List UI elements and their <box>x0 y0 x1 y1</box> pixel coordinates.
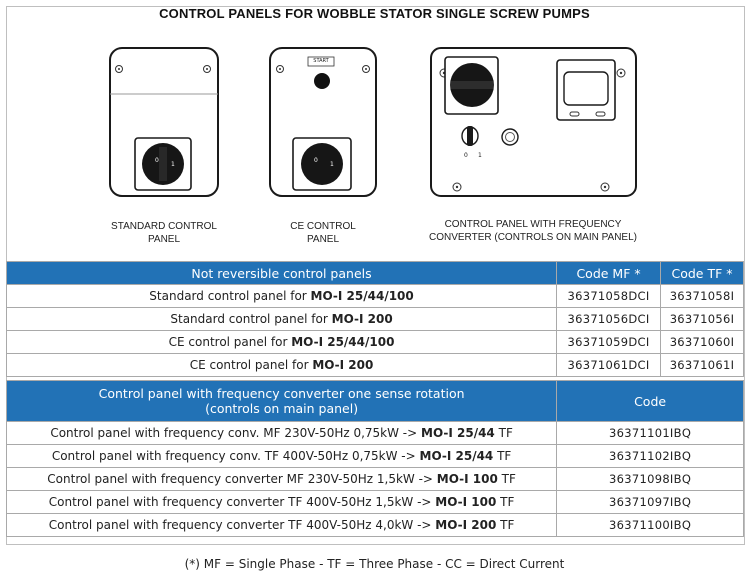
table-header-row <box>7 262 744 285</box>
footnote: (*) MF = Single Phase - TF = Three Phase - CC = Direct Current <box>184 557 565 571</box>
table-row <box>7 331 744 354</box>
frequency-converter-table <box>6 380 744 537</box>
standard-panel-caption: STANDARD CONTROL PANEL <box>111 221 217 245</box>
code-tf: 36371061I <box>661 354 744 377</box>
column-header-code-tf: Code TF * <box>661 262 744 285</box>
row-description: CE control panel for MO-I 200 <box>7 354 557 377</box>
table-row <box>7 445 744 468</box>
frequency-panel-caption: CONTROL PANEL WITH FREQUENCY CONVERTER (CONTROLS ON MAIN PANEL) <box>429 219 637 243</box>
column-header-description: Not reversible control panels <box>7 262 557 285</box>
frequency-panel-drawing <box>430 47 638 199</box>
not-reversible-table <box>6 261 744 377</box>
row-description: Control panel with frequency converter TF 400V-50Hz 1,5kW -> MO-I 100 TF <box>7 491 557 514</box>
column-header-code-mf: Code MF * <box>557 262 661 285</box>
code-mf: 36371058DCI <box>557 285 661 308</box>
code-tf: 36371056I <box>661 308 744 331</box>
row-description: Control panel with frequency converter MF 230V-50Hz 1,5kW -> MO-I 100 TF <box>7 468 557 491</box>
svg-text:0: 0 <box>314 157 318 164</box>
code-mf: 36371056DCI <box>557 308 661 331</box>
row-description: Control panel with frequency conv. MF 230V-50Hz 0,75kW -> MO-I 25/44 TF <box>7 422 557 445</box>
header-line-1: Control panel with frequency converter one sense rotation <box>98 386 465 401</box>
code: 36371098IBQ <box>557 468 744 491</box>
table-row <box>7 285 744 308</box>
header-line-2: (controls on main panel) <box>205 401 359 416</box>
code: 36371102IBQ <box>557 445 744 468</box>
svg-text:1: 1 <box>330 161 334 168</box>
page-title: CONTROL PANELS FOR WOBBLE STATOR SINGLE SCREW PUMPS <box>159 6 590 21</box>
table-row <box>7 354 744 377</box>
table-row <box>7 491 744 514</box>
table-row <box>7 514 744 537</box>
selector-zero-label: 0 <box>464 152 468 159</box>
ce-panel-drawing <box>268 46 378 198</box>
ce-panel-caption: CE CONTROL PANEL <box>290 221 356 245</box>
table-row <box>7 422 744 445</box>
code-tf: 36371060I <box>661 331 744 354</box>
svg-text:0: 0 <box>155 157 159 164</box>
standard-panel-drawing <box>108 46 220 198</box>
table-row <box>7 308 744 331</box>
selector-one-label: 1 <box>478 152 482 159</box>
row-description: CE control panel for MO-I 25/44/100 <box>7 331 557 354</box>
start-button-label: START <box>313 58 329 64</box>
column-header-code: Code <box>557 381 744 422</box>
column-header-description <box>7 381 557 422</box>
code-mf: 36371061DCI <box>557 354 661 377</box>
code-mf: 36371059DCI <box>557 331 661 354</box>
row-description: Control panel with frequency converter TF 400V-50Hz 4,0kW -> MO-I 200 TF <box>7 514 557 537</box>
svg-text:1: 1 <box>171 161 175 168</box>
table-header-row <box>7 381 744 422</box>
table-row <box>7 468 744 491</box>
row-description: Standard control panel for MO-I 200 <box>7 308 557 331</box>
code: 36371097IBQ <box>557 491 744 514</box>
code: 36371100IBQ <box>557 514 744 537</box>
code-tf: 36371058I <box>661 285 744 308</box>
row-description: Standard control panel for MO-I 25/44/100 <box>7 285 557 308</box>
code: 36371101IBQ <box>557 422 744 445</box>
row-description: Control panel with frequency conv. TF 400V-50Hz 0,75kW -> MO-I 25/44 TF <box>7 445 557 468</box>
